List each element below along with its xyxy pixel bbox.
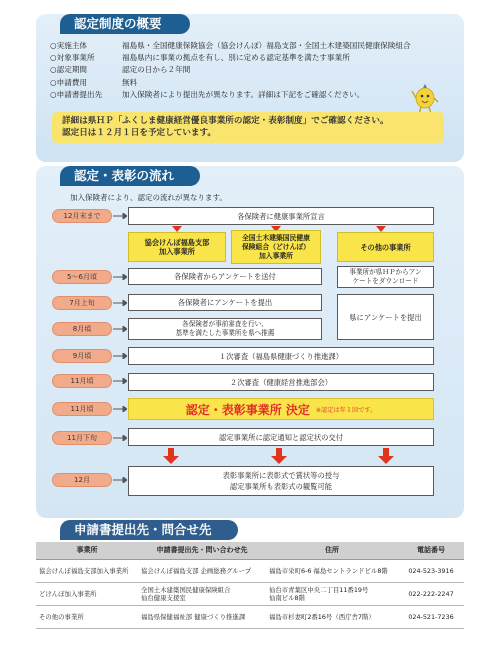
column-header: 申請書提出先・問い合わせ先: [138, 542, 266, 559]
notice-box: [52, 112, 444, 143]
arrow-right-icon: [113, 378, 127, 384]
arrow-right-icon: [113, 300, 127, 306]
prior-review-box: 各保険者が事前審査を行い、 基準を満たした事業所を県へ推薦: [128, 318, 322, 340]
category-kyokai: 協会けんぽ福島支部 加入事業所: [128, 232, 226, 262]
flow-heading: 認定・表彰の流れ: [60, 166, 200, 186]
phone-cell: 022-222-2247: [398, 582, 464, 605]
contact-table: [36, 542, 464, 629]
overview-item-text: 無料: [122, 77, 138, 87]
overview-heading: 認定制度の概要: [60, 14, 190, 34]
dest-cell: 全国土木建築国民健康保険組合 仙台健康支援室: [138, 582, 266, 605]
first-review-box: １次審査（福島県健康づくり推進課）: [128, 347, 434, 365]
overview-item: [50, 77, 450, 89]
notification-box: 認定事業所に認定通知と認定状の交付: [128, 428, 434, 446]
declaration-box: 各保険者に健康事業所宣言: [128, 207, 434, 225]
decision-box: [128, 398, 434, 420]
survey-submit-pref-box: 県にアンケートを提出: [337, 294, 434, 340]
period-pill: 11月頃: [52, 402, 112, 416]
overview-item: [50, 64, 450, 76]
notice-line: 詳細は県ＨＰ「ふくしま健康経営優良事業所の認定・表彰制度」でご確認ください。: [62, 116, 389, 126]
table-row: [36, 559, 464, 582]
overview-item-label: ○認定期間: [50, 65, 88, 75]
overview-item: [50, 52, 450, 64]
overview-item: [50, 40, 450, 52]
arrow-down-icon: [378, 448, 394, 464]
category-doken: 全国土木建築国民健康 保険組合（どけんぽ） 加入事業所: [231, 230, 321, 264]
column-header: 事業所: [36, 542, 138, 559]
overview-item-label: ○申請書提出先: [50, 89, 103, 99]
period-pill: 11月頃: [52, 374, 112, 388]
address-cell: 福島市栄町6-6 福島セントランドビル8階: [266, 559, 398, 582]
period-pill: 11月下旬: [52, 431, 112, 445]
period-pill: 7月上旬: [52, 296, 112, 310]
overview-item: [50, 89, 450, 101]
period-pill: 12月末まで: [52, 209, 112, 223]
arrow-right-icon: [113, 353, 127, 359]
phone-cell: 024-521-7236: [398, 605, 464, 628]
arrow-right-icon: [113, 274, 127, 280]
phone-cell: 024-523-3916: [398, 559, 464, 582]
column-header: 電話番号: [398, 542, 464, 559]
overview-item-label: ○申請費用: [50, 77, 88, 87]
overview-item-label: ○対象事業所: [50, 53, 95, 63]
award-line: 認定事業所も表彰式の観覧可能: [229, 482, 333, 491]
period-pill: 5～6月頃: [52, 270, 112, 284]
survey-submit-box: 各保険者にアンケートを提出: [128, 294, 322, 311]
overview-item-text: 福島県内に事業の拠点を有し、別に定める認定基準を満たす事業所: [122, 53, 350, 63]
dest-cell: 福島県保健福祉部 健康づくり推進課: [138, 605, 266, 628]
arrow-right-icon: [113, 477, 127, 483]
flow-note: 加入保険者により、認定の流れが異なります。: [70, 193, 227, 202]
period-pill: 8月頃: [52, 322, 112, 336]
office-cell: どけんぽ加入事業所: [36, 582, 138, 605]
table-header-row: [36, 542, 464, 559]
mascot-icon: [410, 82, 440, 116]
arrow-right-icon: [113, 326, 127, 332]
decision-text: 認定・表彰事業所 決定: [185, 402, 310, 417]
table-row: [36, 582, 464, 605]
arrow-right-icon: [113, 406, 127, 412]
arrow-down-icon: [163, 448, 179, 464]
period-pill: 12月: [52, 473, 112, 487]
address-cell: 仙台市青葉区中央二丁目11番19号 仙南ビル8階: [266, 582, 398, 605]
office-cell: その他の事業所: [36, 605, 138, 628]
overview-item-text: 認定の日から２年間: [122, 65, 191, 75]
overview-item-text: 加入保険者により提出先が異なります。詳細は下記をご確認ください。: [122, 89, 365, 99]
category-other: その他の事業所: [337, 232, 434, 262]
column-header: 住所: [266, 542, 398, 559]
table-row: [36, 605, 464, 628]
survey-download-box: 事業所が県ＨＰからアン ケートをダウンロード: [337, 266, 434, 288]
contact-heading: 申請書提出先・問合せ先: [60, 520, 238, 540]
survey-send-box: 各保険者からアンケートを送付: [128, 268, 322, 285]
period-pill: 9月頃: [52, 349, 112, 363]
award-line: 表彰事業所に表彰式で賞状等の授与: [222, 471, 340, 480]
award-box: [128, 466, 434, 496]
address-cell: 福島市杉妻町2番16号（西庁舎7階）: [266, 605, 398, 628]
arrow-down-icon: [271, 448, 287, 464]
arrow-right-icon: [113, 213, 127, 219]
notice-line: 認定日は１２月１日を予定しています。: [62, 128, 217, 138]
overview-item-text: 福島県・全国健康保険協会（協会けんぽ）福島支部・全国土木建築国民健康保険組合: [122, 41, 411, 50]
office-cell: 協会けんぽ福島支部加入事業所: [36, 559, 138, 582]
overview-list: [50, 40, 450, 101]
overview-item-label: ○実施主体: [50, 41, 88, 50]
arrow-right-icon: [113, 435, 127, 441]
decision-note: ※認定は年１回です。: [315, 406, 377, 414]
dest-cell: 協会けんぽ福島支部 企画総務グループ: [138, 559, 266, 582]
second-review-box: ２次審査（健康経営推進部会）: [128, 373, 434, 391]
